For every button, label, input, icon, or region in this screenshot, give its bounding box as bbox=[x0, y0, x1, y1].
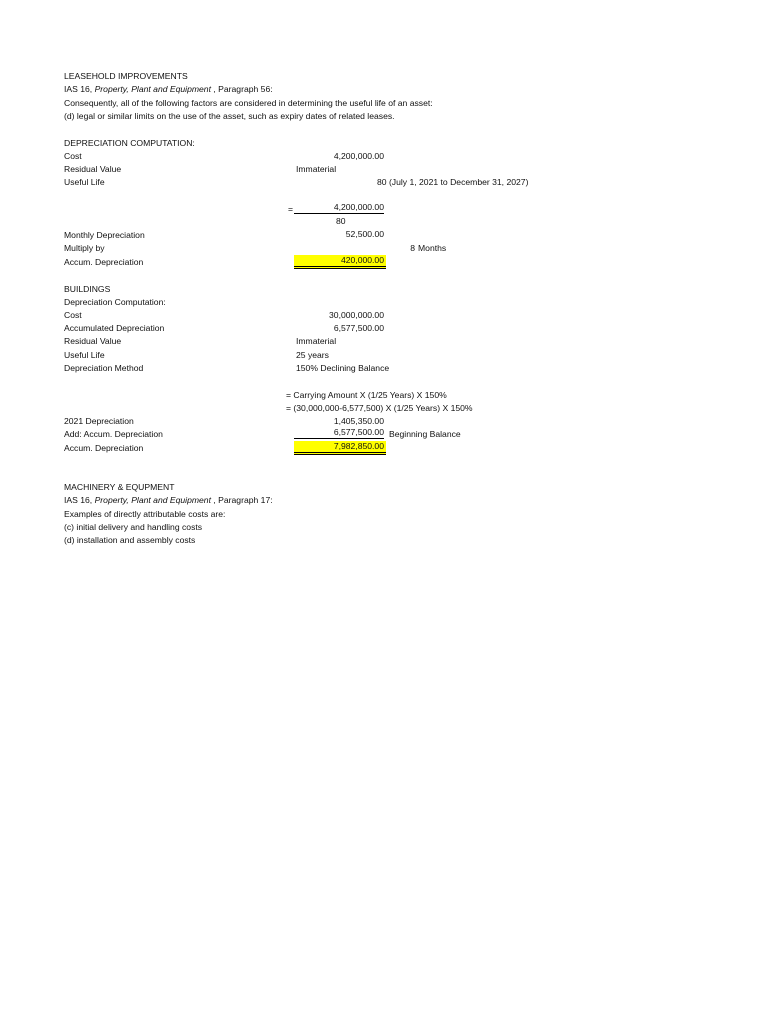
multiply-value: 8 bbox=[410, 243, 415, 253]
bldg-method-label: Depreciation Method bbox=[64, 363, 144, 373]
machinery-reference bbox=[64, 494, 273, 506]
bldg-accum-label: Accumulated Depreciation bbox=[64, 323, 165, 333]
dep-2021-label: 2021 Depreciation bbox=[64, 416, 134, 426]
ref-prefix: IAS 16, bbox=[64, 495, 95, 505]
buildings-subheading: Depreciation Computation: bbox=[64, 297, 166, 307]
accum-dep-label: Accum. Depreciation bbox=[64, 257, 144, 267]
ref-prefix: IAS 16, bbox=[64, 84, 95, 94]
bldg-life-value: 25 years bbox=[296, 350, 329, 360]
bldg-residual-value: Immaterial bbox=[296, 336, 337, 346]
dep-computation-heading: DEPRECIATION COMPUTATION: bbox=[64, 138, 195, 148]
bldg-cost-label: Cost bbox=[64, 310, 82, 320]
bldg-total-label: Accum. Depreciation bbox=[64, 443, 144, 453]
add-accum-label: Add: Accum. Depreciation bbox=[64, 429, 163, 439]
residual-value: Immaterial bbox=[296, 164, 337, 174]
machinery-text-1: Examples of directly attributable costs are: bbox=[64, 509, 226, 519]
leasehold-reference bbox=[64, 83, 273, 95]
bldg-life-label: Useful Life bbox=[64, 350, 105, 360]
leasehold-text-1: Consequently, all of the following factors are considered in determining the useful life of an asset: bbox=[64, 98, 433, 108]
machinery-heading: MACHINERY & EQUPMENT bbox=[64, 482, 175, 492]
dep-2021-value: 1,405,350.00 bbox=[333, 416, 384, 426]
equals-sign: = bbox=[288, 204, 294, 214]
multiply-unit: Months bbox=[418, 243, 447, 253]
ref-title: Property, Plant and Equipment bbox=[94, 84, 211, 94]
residual-label: Residual Value bbox=[64, 164, 122, 174]
formula-line-2: = (30,000,000-6,577,500) X (1/25 Years) X 150% bbox=[286, 403, 473, 413]
bldg-residual-label: Residual Value bbox=[64, 336, 122, 346]
bldg-method-value: 150% Declining Balance bbox=[296, 363, 390, 373]
machinery-text-2: (c) initial delivery and handling costs bbox=[64, 522, 203, 532]
beginning-balance-note: Beginning Balance bbox=[389, 429, 461, 439]
bldg-cost-value: 30,000,000.00 bbox=[329, 310, 384, 320]
ref-suffix: , Paragraph 17: bbox=[210, 495, 273, 505]
formula-line-1: = Carrying Amount X (1/25 Years) X 150% bbox=[286, 390, 447, 400]
leasehold-text-2: (d) legal or similar limits on the use of the asset, such as expiry dates of related leases. bbox=[64, 111, 395, 121]
machinery-text-3: (d) installation and assembly costs bbox=[64, 535, 196, 545]
accum-dep-value: 420,000.00 bbox=[294, 255, 386, 269]
denominator: 80 bbox=[336, 216, 346, 226]
useful-life-label: Useful Life bbox=[64, 177, 105, 187]
monthly-dep-label: Monthly Depreciation bbox=[64, 230, 145, 240]
leasehold-heading: LEASEHOLD IMPROVEMENTS bbox=[64, 71, 188, 81]
add-accum-value: 6,577,500.00 bbox=[294, 427, 384, 439]
numerator: 4,200,000.00 bbox=[294, 202, 384, 214]
bldg-accum-value: 6,577,500.00 bbox=[333, 323, 384, 333]
ref-title: Property, Plant and Equipment bbox=[94, 495, 211, 505]
bldg-total-value: 7,982,850.00 bbox=[294, 441, 386, 455]
cost-label: Cost bbox=[64, 151, 82, 161]
useful-life-value: 80 (July 1, 2021 to December 31, 2027) bbox=[377, 177, 529, 187]
ref-suffix: , Paragraph 56: bbox=[210, 84, 273, 94]
multiply-label: Multiply by bbox=[64, 243, 105, 253]
cost-value: 4,200,000.00 bbox=[333, 151, 384, 161]
quotient: 52,500.00 bbox=[345, 229, 384, 239]
buildings-heading: BUILDINGS bbox=[64, 284, 111, 294]
